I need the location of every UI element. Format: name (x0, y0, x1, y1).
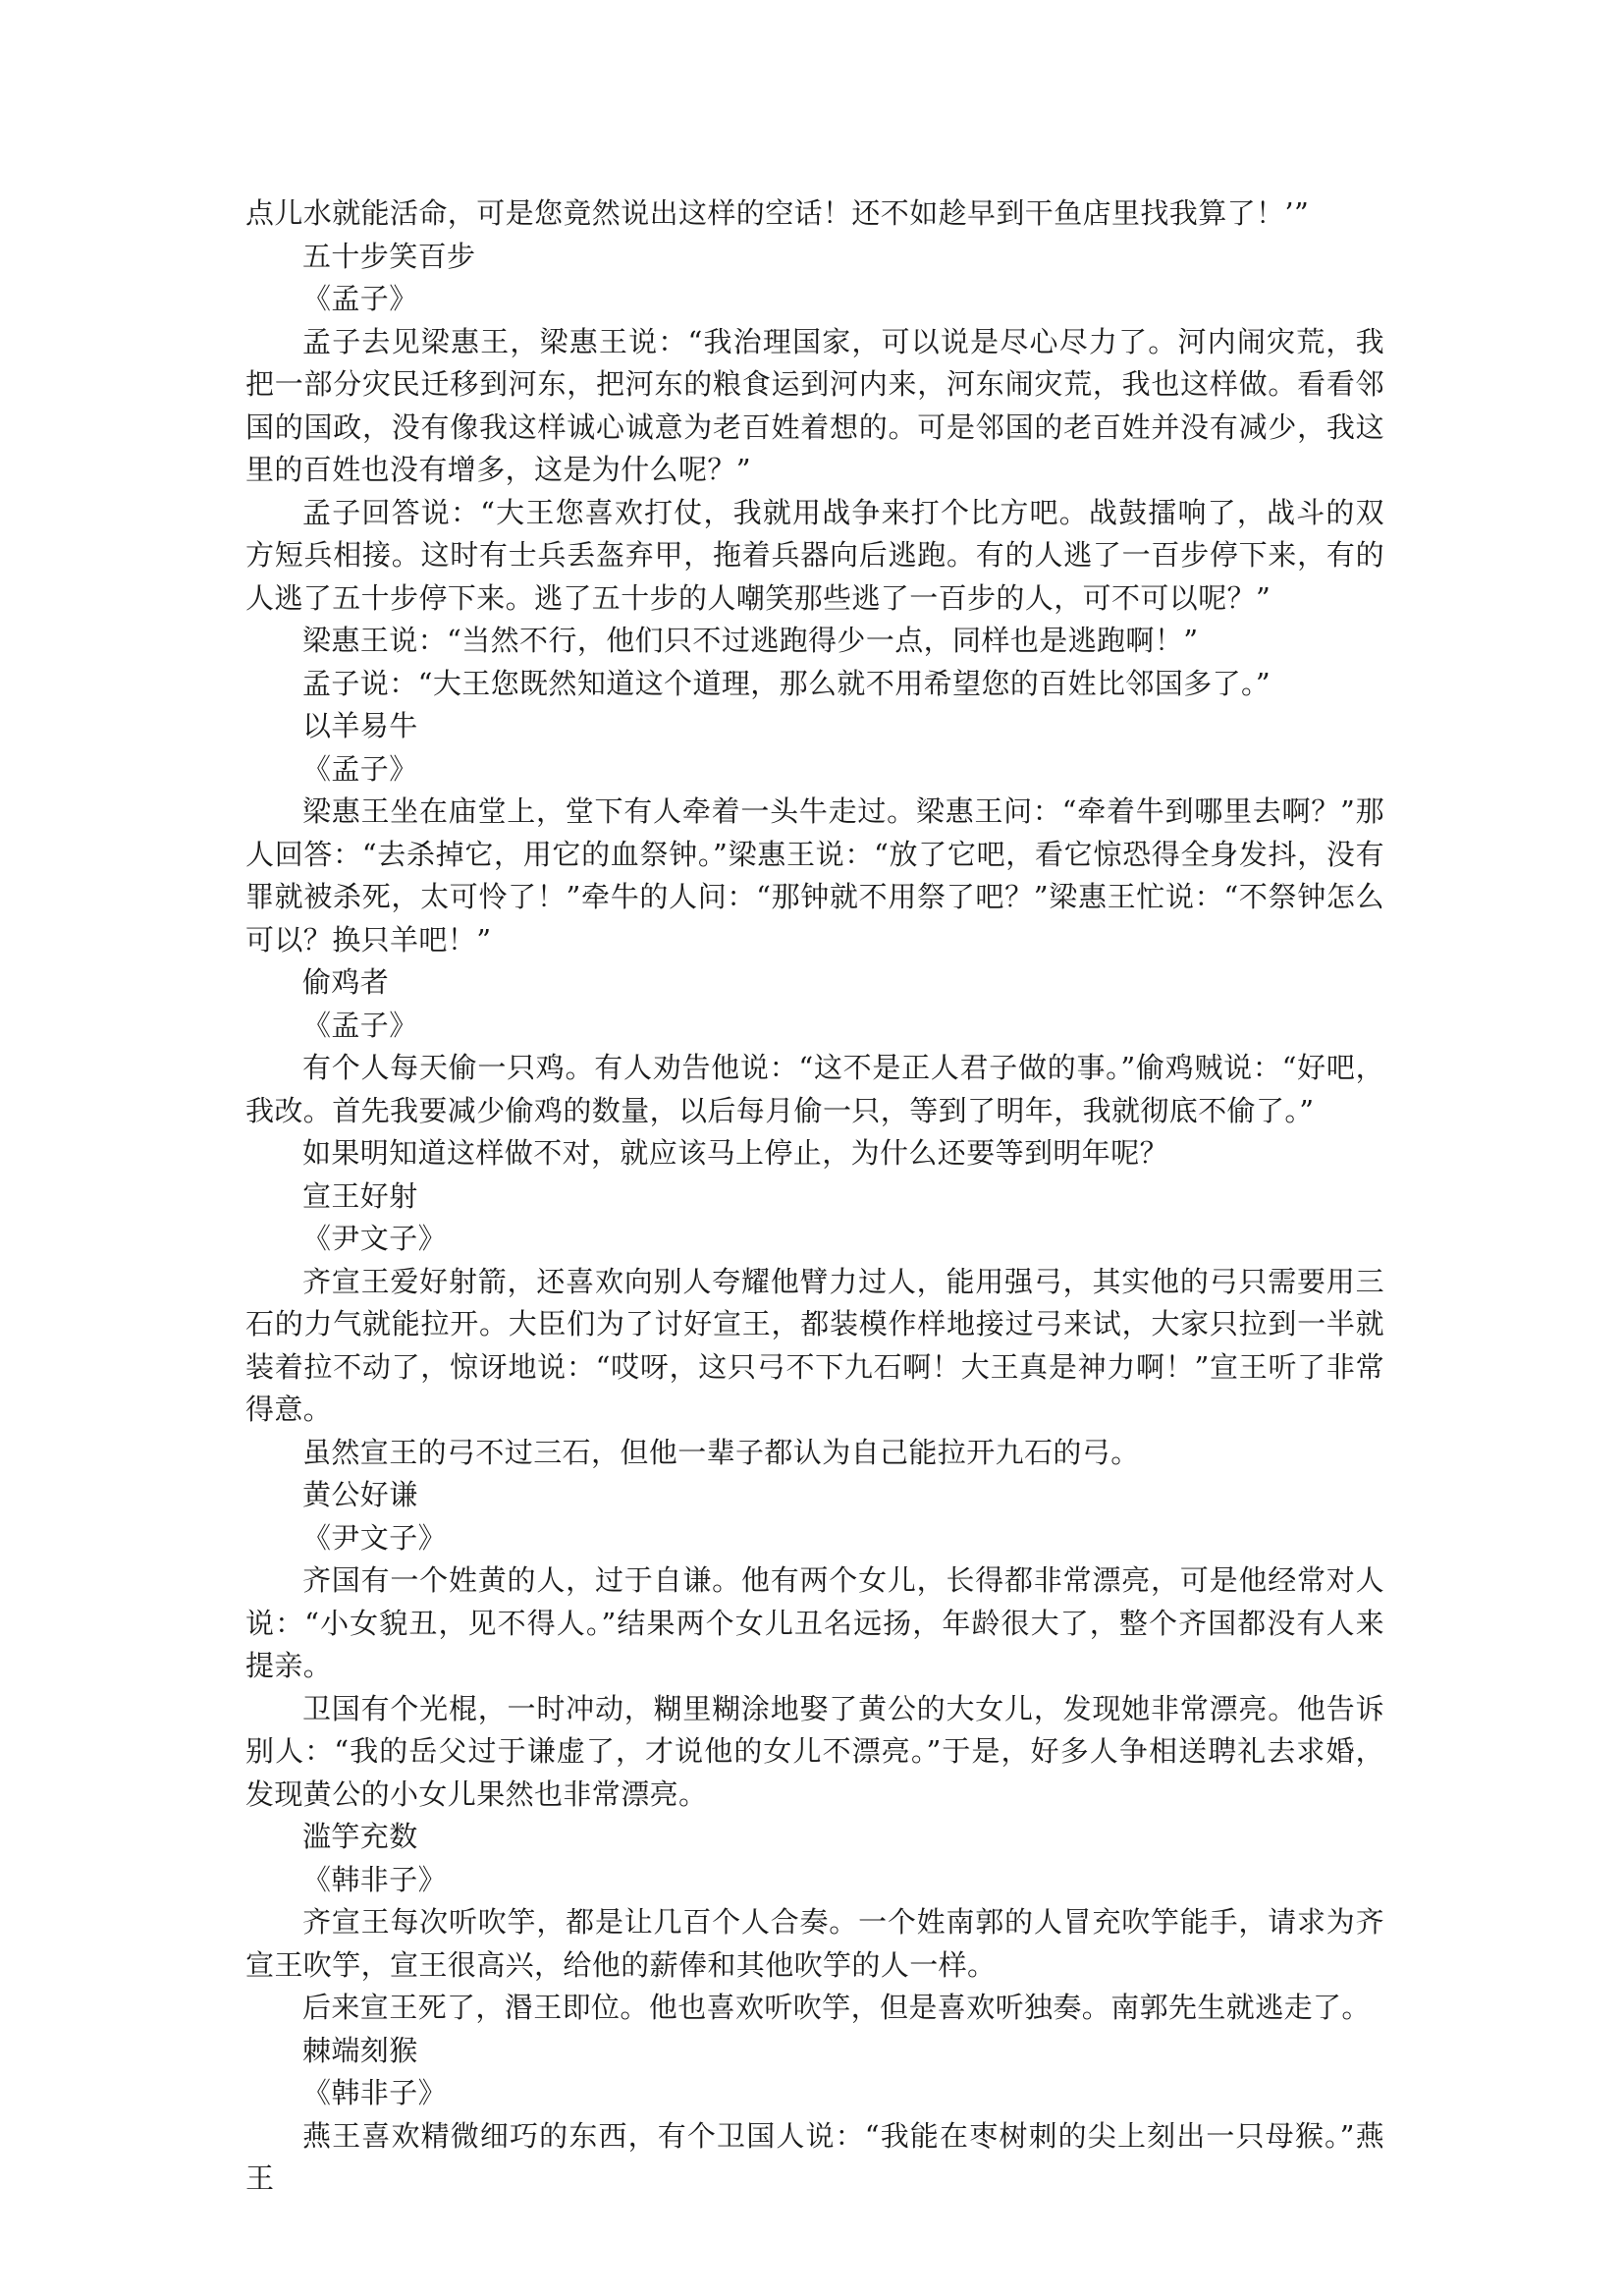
body-paragraph: 有个人每天偷一只鸡。有人劝告他说：“这不是正人君子做的事。”偷鸡贼说：“好吧，我改。首先我要减少偷鸡的数量，以后每月偷一只，等到了明年，我就彻底不偷了。” (245, 1051, 1384, 1127)
story-source: 《孟子》 (302, 751, 418, 786)
body-paragraph: 齐宣王每次听吹竽，都是让几百个人合奏。一个姓南郭的人冒充吹竽能手，请求为齐宣王吹竽，宣王很高兴，给他的薪俸和其他吹竽的人一样。 (245, 1905, 1384, 1982)
body-paragraph: 虽然宣王的弓不过三石，但他一辈子都认为自己能拉开九石的弓。 (302, 1435, 1140, 1469)
story-title: 滥竽充数 (302, 1820, 418, 1853)
body-paragraph: 孟子去见梁惠王，梁惠王说：“我治理国家，可以说是尽心尽力了。河内闹灾荒，我把一部分灾民迁移到河东，把河东的粮食运到河内来，河东闹灾荒，我也这样做。看看邻国的国政，没有像我这样诚心诚意为老百姓着想的。可是邻国的老百姓并没有减少，我这里的百姓也没有增多，这是为什么呢？” (245, 324, 1384, 486)
body-paragraph: 燕王喜欢精微细巧的东西，有个卫国人说：“我能在枣树刺的尖上刻出一只母猴。”燕王 (245, 2118, 1384, 2195)
story-title: 偷鸡者 (302, 965, 390, 999)
story-source: 《尹文子》 (302, 1222, 448, 1255)
body-paragraph: 孟子说：“大王您既然知道这个道理，那么就不用希望您的百姓比邻国多了。” (302, 666, 1271, 700)
body-paragraph: 齐宣王爱好射箭，还喜欢向别人夸耀他臂力过人，能用强弓，其实他的弓只需要用三石的力气就能拉开。大臣们为了讨好宣王，都装模作样地接过弓来试，大家只拉到一半就装着拉不动了，惊讶地说：“哎呀，这只弓不下九石啊！大王真是神力啊！”宣王听了非常得意。 (245, 1264, 1384, 1426)
body-paragraph: 后来宣王死了，湣王即位。他也喜欢听吹竽，但是喜欢听独奏。南郭先生就逃走了。 (302, 1991, 1371, 2024)
story-title: 以羊易牛 (302, 709, 418, 742)
document-page (245, 192, 1384, 2201)
body-paragraph: 梁惠王坐在庙堂上，堂下有人牵着一头牛走过。梁惠王问：“牵着牛到哪里去啊？”那人回答：“去杀掉它，用它的血祭钟。”梁惠王说：“放了它吧，看它惊恐得全身发抖，没有罪就被杀死，太可怜了！”牵牛的人问：“那钟就不用祭了吧？”梁惠王忙说：“不祭钟怎么可以？换只羊吧！” (245, 794, 1384, 957)
story-title: 宣王好射 (302, 1178, 418, 1213)
story-title: 五十步笑百步 (302, 239, 476, 273)
story-source: 《尹文子》 (302, 1520, 448, 1555)
body-paragraph: 如果明知道这样做不对，就应该马上停止，为什么还要等到明年呢？ (302, 1136, 1169, 1170)
story-title: 棘端刻猴 (302, 2033, 418, 2067)
body-paragraph: 齐国有一个姓黄的人，过于自谦。他有两个女儿，长得都非常漂亮，可是他经常对人说：“小女貌丑，见不得人。”结果两个女儿丑名远扬，年龄很大了，整个齐国都没有人来提亲。 (245, 1563, 1384, 1682)
story-source: 《孟子》 (302, 282, 418, 315)
body-paragraph: 梁惠王说：“当然不行，他们只不过逃跑得少一点，同样也是逃跑啊！” (302, 624, 1199, 657)
story-source: 《韩非子》 (302, 2076, 448, 2109)
body-paragraph: 孟子回答说：“大王您喜欢打仗，我就用战争来打个比方吧。战鼓擂响了，战斗的双方短兵相接。这时有士兵丢盔弃甲，拖着兵器向后逃跑。有的人逃了一百步停下来，有的人逃了五十步停下来。逃了五十步的人嘲笑那些逃了一百步的人，可不可以呢？” (245, 495, 1384, 615)
story-title: 黄公好谦 (302, 1478, 418, 1511)
body-paragraph: 卫国有个光棍，一时冲动，糊里糊涂地娶了黄公的大女儿，发现她非常漂亮。他告诉别人：“我的岳父过于谦虚了，才说他的女儿不漂亮。”于是，好多人争相送聘礼去求婚，发现黄公的小女儿果然也非常漂亮。 (245, 1691, 1384, 1811)
story-source: 《韩非子》 (302, 1862, 448, 1896)
continuation-paragraph: 点儿水就能活命，可是您竟然说出这样的空话！还不如趁早到干鱼店里找我算了！’” (245, 196, 1310, 230)
story-source: 《孟子》 (302, 1008, 418, 1042)
